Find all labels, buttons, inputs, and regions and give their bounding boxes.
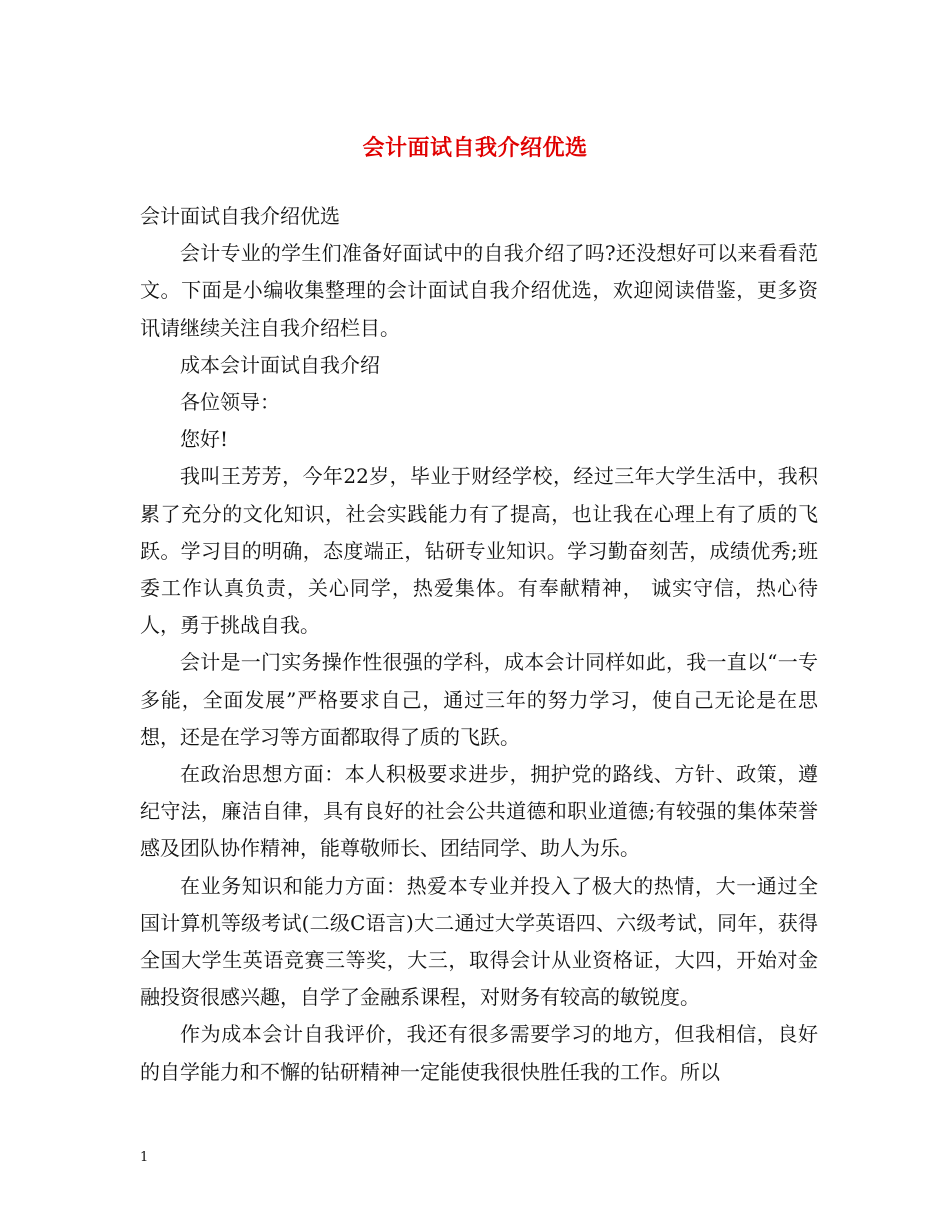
paragraph-subtitle: 成本会计面试自我介绍 [180,352,380,377]
paragraph-political: 在政治思想方面：本人积极要求进步，拥护党的路线、方针、政策，遵纪守法，廉洁自律，具有良好的社会公共道德和职业道德;有较强的集体荣誉感及团队协作精神，能尊敬师长、团结同学、助人为乐。 [140,762,818,861]
paragraph-heading: 会计面试自我介绍优选 [140,204,340,228]
paragraph-salutation: 各位领导： [180,390,280,415]
paragraph-skills: 在业务知识和能力方面：热爱本专业并投入了极大的热情，大一通过全国计算机等级考试(二级C语言)大二通过大学英语四、六级考试，同年，获得全国大学生英语竞赛三等奖，大三，取得会计从业资格证，大四，开始对金融投资很感兴趣，自学了金融系课程，对财务有较高的敏锐度。 [140,873,818,1010]
paragraph-intro: 会计专业的学生们准备好面试中的自我介绍了吗?还没想好可以来看看范文。下面是小编收集整理的会计面试自我介绍优选，欢迎阅读借鉴，更多资讯请继续关注自我介绍栏目。 [140,241,818,340]
document-title: 会计面试自我介绍优选 [362,135,588,161]
paragraph-evaluation: 作为成本会计自我评价，我还有很多需要学习的地方，但我相信，良好的自学能力和不懈的钻研精神一定能使我很快胜任我的工作。所以 [140,1022,818,1084]
page-number: 1 [140,1150,149,1165]
paragraph-accounting: 会计是一门实务操作性很强的学科，成本会计同样如此，我一直以“一专多能，全面发展”严格要求自己，通过三年的努力学习，使自己无论是在思想，还是在学习等方面都取得了质的飞跃。 [140,650,818,749]
paragraph-self-intro: 我叫王芳芳，今年22岁，毕业于财经学校，经过三年大学生活中，我积累了充分的文化知识，社会实践能力有了提高，也让我在心理上有了质的飞跃。学习目的明确，态度端正，钻研专业知识。学习勤奋刻苦，成绩优秀;班委工作认真负责，关心同学，热爱集体。有奉献精神， 诚实守信，热心待人，勇于挑战自我。 [140,464,818,638]
document-body [140,198,818,1091]
paragraph-greeting: 您好! [180,427,229,452]
